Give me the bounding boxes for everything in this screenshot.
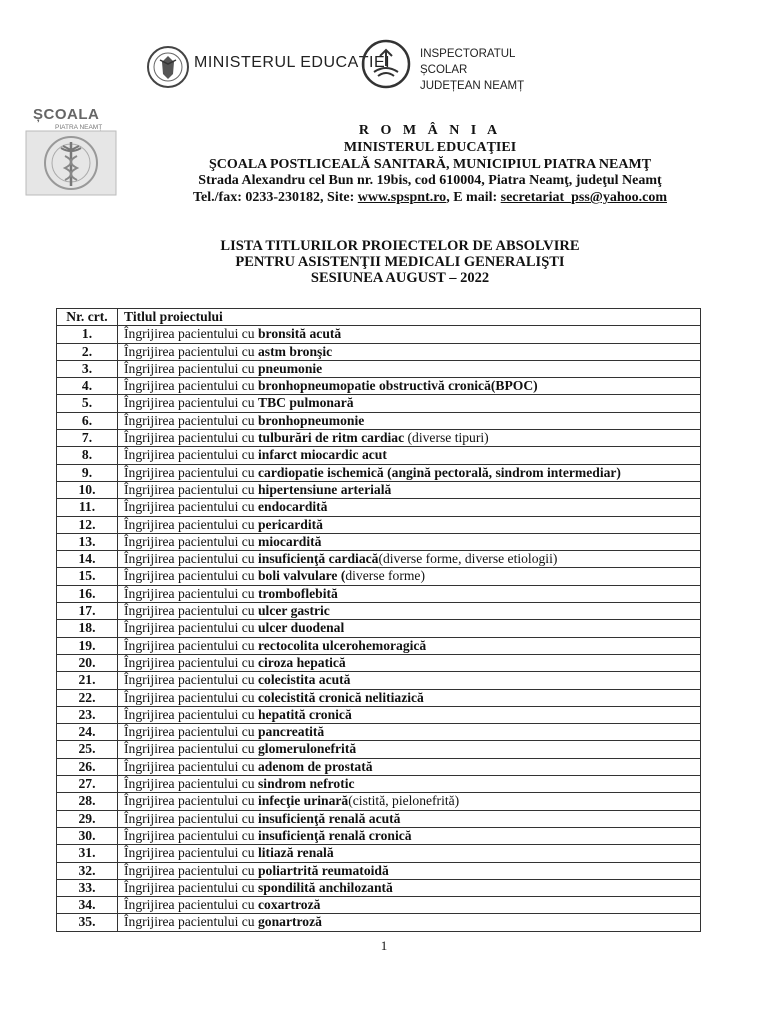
ministry-logo-text: MINISTERUL EDUCAȚIEI xyxy=(194,54,391,71)
title-prefix: Îngrijirea pacientului cu xyxy=(124,706,258,722)
table-row xyxy=(57,776,701,793)
project-title xyxy=(118,620,701,637)
title-condition: cardiopatie ischemică (angină pectorală, sindrom intermediar) xyxy=(258,464,621,480)
row-number: 25. xyxy=(57,741,118,758)
project-title xyxy=(118,810,701,827)
table-row xyxy=(57,533,701,550)
row-number: 4. xyxy=(57,378,118,395)
row-number: 20. xyxy=(57,654,118,671)
table-row xyxy=(57,464,701,481)
title-condition: endocardită xyxy=(258,499,328,515)
title-condition: boli valvulare ( xyxy=(258,568,346,584)
project-title xyxy=(118,430,701,447)
title-condition: pericardită xyxy=(258,516,323,532)
title-prefix: Îngrijirea pacientului cu xyxy=(124,481,258,497)
row-number: 2. xyxy=(57,343,118,360)
column-header-nr: Nr. crt. xyxy=(57,309,118,326)
table-row xyxy=(57,516,701,533)
header-contact xyxy=(140,190,720,207)
title-condition: tromboflebită xyxy=(258,585,338,601)
title-prefix: Îngrijirea pacientului cu xyxy=(124,378,258,394)
project-title xyxy=(118,776,701,793)
title-prefix: Îngrijirea pacientului cu xyxy=(124,360,258,376)
table-row xyxy=(57,499,701,516)
row-number: 23. xyxy=(57,706,118,723)
table-row xyxy=(57,845,701,862)
projects-table xyxy=(56,308,701,932)
inspectorate-line-1: INSPECTORATUL ȘCOLAR xyxy=(420,48,515,76)
title-prefix: Îngrijirea pacientului cu xyxy=(124,654,258,670)
title-line-1: LISTA TITLURILOR PROIECTELOR DE ABSOLVIRE xyxy=(220,238,580,254)
table-row xyxy=(57,810,701,827)
title-note: (diverse forme, diverse etiologii) xyxy=(378,551,558,567)
header-country: R O M Â N I A xyxy=(358,123,502,138)
row-number: 17. xyxy=(57,603,118,620)
table-row xyxy=(57,412,701,429)
title-condition: bronsită acută xyxy=(258,326,342,342)
title-prefix: Îngrijirea pacientului cu xyxy=(124,776,258,792)
title-condition: pneumonie xyxy=(258,360,323,376)
row-number: 26. xyxy=(57,758,118,775)
project-title xyxy=(118,447,701,464)
title-condition: hepatită cronică xyxy=(258,706,352,722)
title-prefix: Îngrijirea pacientului cu xyxy=(124,412,258,428)
project-title xyxy=(118,395,701,412)
title-condition: insuficienţă renală cronică xyxy=(258,827,412,843)
title-condition: glomerulonefrită xyxy=(258,741,357,757)
header-address: Strada Alexandru cel Bun nr. 19bis, cod 610004, Piatra Neamţ, judeţul Neamţ xyxy=(198,173,662,189)
title-condition: ulcer duodenal xyxy=(258,620,345,636)
row-number: 9. xyxy=(57,464,118,481)
project-title xyxy=(118,879,701,896)
table-row xyxy=(57,914,701,931)
title-note: (cistită, pielonefrită) xyxy=(348,793,460,809)
title-condition: rectocolita ulcerohemoragică xyxy=(258,637,427,653)
table-row xyxy=(57,568,701,585)
title-prefix: Îngrijirea pacientului cu xyxy=(124,845,258,861)
row-number: 11. xyxy=(57,499,118,516)
table-row xyxy=(57,724,701,741)
project-title xyxy=(118,654,701,671)
page-number: 1 xyxy=(380,938,388,953)
title-condition: astm bronşic xyxy=(258,343,333,359)
table-row xyxy=(57,343,701,360)
project-title xyxy=(118,516,701,533)
title-prefix: Îngrijirea pacientului cu xyxy=(124,793,258,809)
title-prefix: Îngrijirea pacientului cu xyxy=(124,827,258,843)
row-number: 6. xyxy=(57,412,118,429)
table-row xyxy=(57,378,701,395)
title-condition: gonartroză xyxy=(258,914,322,930)
title-prefix: Îngrijirea pacientului cu xyxy=(124,879,258,895)
table-row xyxy=(57,827,701,844)
table-row xyxy=(57,672,701,689)
project-title xyxy=(118,481,701,498)
row-number: 22. xyxy=(57,689,118,706)
title-prefix: Îngrijirea pacientului cu xyxy=(124,862,258,878)
inspectorate-line-2: JUDEȚEAN NEAMȚ xyxy=(420,80,525,92)
table-row xyxy=(57,585,701,602)
project-title xyxy=(118,724,701,741)
school-logo-name: ȘCOALA xyxy=(33,106,100,123)
row-number: 32. xyxy=(57,862,118,879)
title-condition: insuficienţă cardiacă xyxy=(258,551,379,567)
project-title xyxy=(118,343,701,360)
title-prefix: Îngrijirea pacientului cu xyxy=(124,810,258,826)
title-line-2: PENTRU ASISTENŢII MEDICALI GENERALIŞTI xyxy=(235,253,565,270)
title-prefix: Îngrijirea pacientului cu xyxy=(124,637,258,653)
project-title xyxy=(118,378,701,395)
table-body xyxy=(57,326,701,931)
table-row xyxy=(57,447,701,464)
title-prefix: Îngrijirea pacientului cu xyxy=(124,741,258,757)
row-number: 13. xyxy=(57,533,118,550)
row-number: 34. xyxy=(57,897,118,914)
row-number: 28. xyxy=(57,793,118,810)
contact-prefix: Tel./fax: 0233-230182, Site: xyxy=(193,190,358,206)
row-number: 3. xyxy=(57,360,118,377)
column-header-title: Titlul proiectului xyxy=(118,309,701,326)
project-title xyxy=(118,845,701,862)
table-row xyxy=(57,603,701,620)
title-condition: bronhopneumopatie obstructivă cronică(BPOC) xyxy=(258,378,538,394)
title-prefix: Îngrijirea pacientului cu xyxy=(124,464,258,480)
title-condition: ulcer gastric xyxy=(258,603,330,619)
title-prefix: Îngrijirea pacientului cu xyxy=(124,533,258,549)
project-title xyxy=(118,689,701,706)
project-title xyxy=(118,914,701,931)
title-note: (diverse tipuri) xyxy=(404,430,489,446)
project-title xyxy=(118,793,701,810)
row-number: 16. xyxy=(57,585,118,602)
project-title xyxy=(118,862,701,879)
table-row xyxy=(57,897,701,914)
inspectorate-logo-text xyxy=(420,46,546,94)
title-condition: TBC pulmonară xyxy=(258,395,354,411)
table-row xyxy=(57,862,701,879)
document-title xyxy=(120,239,680,286)
title-prefix: Îngrijirea pacientului cu xyxy=(124,326,258,342)
header-ministry: MINISTERUL EDUCAŢIEI xyxy=(343,139,517,155)
row-number: 30. xyxy=(57,827,118,844)
title-condition: coxartroză xyxy=(258,897,321,913)
row-number: 10. xyxy=(57,481,118,498)
table-row xyxy=(57,741,701,758)
top-logo-band xyxy=(146,38,546,94)
title-prefix: Îngrijirea pacientului cu xyxy=(124,343,258,359)
title-condition: litiază renală xyxy=(258,845,334,861)
project-title xyxy=(118,758,701,775)
project-title xyxy=(118,464,701,481)
title-condition: infarct miocardic acut xyxy=(258,447,387,463)
title-condition: poliartrită reumatoidă xyxy=(258,862,389,878)
table-row xyxy=(57,689,701,706)
table-header-row xyxy=(57,309,701,326)
title-condition: pancreatită xyxy=(258,724,325,740)
row-number: 19. xyxy=(57,637,118,654)
row-number: 12. xyxy=(57,516,118,533)
project-title xyxy=(118,360,701,377)
romania-coat-of-arms-icon xyxy=(146,42,190,92)
email-link[interactable]: secretariat_pss@yahoo.com xyxy=(500,190,667,206)
title-prefix: Îngrijirea pacientului cu xyxy=(124,447,258,463)
title-prefix: Îngrijirea pacientului cu xyxy=(124,914,258,930)
title-prefix: Îngrijirea pacientului cu xyxy=(124,516,258,532)
project-title xyxy=(118,499,701,516)
row-number: 5. xyxy=(57,395,118,412)
table-row xyxy=(57,620,701,637)
row-number: 21. xyxy=(57,672,118,689)
table-row xyxy=(57,879,701,896)
project-title xyxy=(118,585,701,602)
project-title xyxy=(118,637,701,654)
project-title xyxy=(118,533,701,550)
table-row xyxy=(57,551,701,568)
row-number: 8. xyxy=(57,447,118,464)
site-link[interactable]: www.spspnt.ro xyxy=(357,190,447,206)
row-number: 27. xyxy=(57,776,118,793)
project-title xyxy=(118,412,701,429)
table-row xyxy=(57,758,701,775)
table-row xyxy=(57,481,701,498)
row-number: 14. xyxy=(57,551,118,568)
title-prefix: Îngrijirea pacientului cu xyxy=(124,897,258,913)
project-title xyxy=(118,897,701,914)
table-row xyxy=(57,654,701,671)
project-title xyxy=(118,741,701,758)
title-note: diverse forme) xyxy=(345,568,425,584)
title-prefix: Îngrijirea pacientului cu xyxy=(124,585,258,601)
project-title xyxy=(118,568,701,585)
row-number: 7. xyxy=(57,430,118,447)
row-number: 31. xyxy=(57,845,118,862)
project-title xyxy=(118,326,701,343)
title-condition: spondilită anchilozantă xyxy=(258,879,393,895)
title-prefix: Îngrijirea pacientului cu xyxy=(124,499,258,515)
project-title xyxy=(118,603,701,620)
school-logo-city: PIATRA NEAMȚ xyxy=(55,124,103,131)
title-prefix: Îngrijirea pacientului cu xyxy=(124,620,258,636)
title-condition: bronhopneumonie xyxy=(258,412,365,428)
title-condition: sindrom nefrotic xyxy=(258,776,355,792)
row-number: 35. xyxy=(57,914,118,931)
project-title xyxy=(118,706,701,723)
inspectorate-emblem-icon xyxy=(360,38,412,90)
project-title xyxy=(118,827,701,844)
row-number: 18. xyxy=(57,620,118,637)
table-row xyxy=(57,637,701,654)
title-condition: colecistită cronică nelitiazică xyxy=(258,689,424,705)
row-number: 1. xyxy=(57,326,118,343)
title-condition: insuficienţă renală acută xyxy=(258,810,401,826)
email-prefix: , E mail: xyxy=(446,190,501,206)
title-condition: hipertensiune arterială xyxy=(258,481,392,497)
document-header xyxy=(140,123,720,207)
title-prefix: Îngrijirea pacientului cu xyxy=(124,672,258,688)
title-condition: ciroza hepatică xyxy=(258,654,346,670)
title-prefix: Îngrijirea pacientului cu xyxy=(124,758,258,774)
table-row xyxy=(57,706,701,723)
title-prefix: Îngrijirea pacientului cu xyxy=(124,395,258,411)
title-line-3: SESIUNEA AUGUST – 2022 xyxy=(310,269,490,286)
project-title xyxy=(118,551,701,568)
row-number: 33. xyxy=(57,879,118,896)
caduceus-icon xyxy=(25,130,117,196)
title-condition: adenom de prostată xyxy=(258,758,373,774)
table-row xyxy=(57,360,701,377)
row-number: 24. xyxy=(57,724,118,741)
title-condition: miocardită xyxy=(258,533,322,549)
project-title xyxy=(118,672,701,689)
title-prefix: Îngrijirea pacientului cu xyxy=(124,568,258,584)
title-prefix: Îngrijirea pacientului cu xyxy=(124,603,258,619)
title-condition: colecistita acută xyxy=(258,672,351,688)
table-row xyxy=(57,326,701,343)
title-prefix: Îngrijirea pacientului cu xyxy=(124,724,258,740)
title-prefix: Îngrijirea pacientului cu xyxy=(124,430,258,446)
header-school: ŞCOALA POSTLICEALĂ SANITARĂ, MUNICIPIUL PIATRA NEAMŢ xyxy=(208,156,652,172)
title-condition: infecţie urinară xyxy=(258,793,349,809)
table-row xyxy=(57,793,701,810)
title-prefix: Îngrijirea pacientului cu xyxy=(124,689,258,705)
row-number: 15. xyxy=(57,568,118,585)
table-row xyxy=(57,430,701,447)
title-prefix: Îngrijirea pacientului cu xyxy=(124,551,258,567)
row-number: 29. xyxy=(57,810,118,827)
title-condition: tulburări de ritm cardiac xyxy=(258,430,405,446)
table-row xyxy=(57,395,701,412)
school-logo xyxy=(25,106,117,196)
